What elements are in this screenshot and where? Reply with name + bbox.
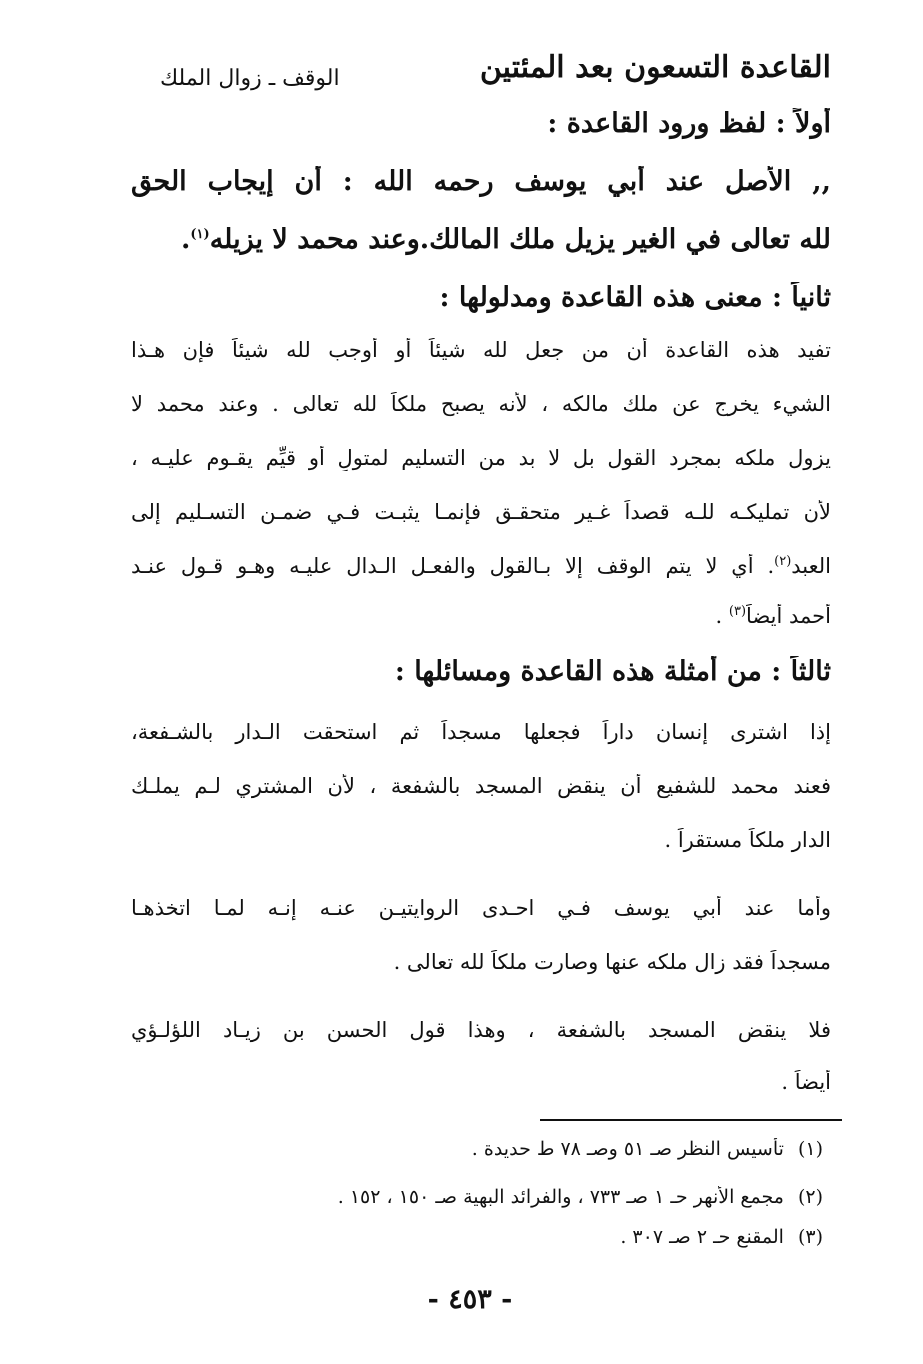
paragraph-line (131, 554, 831, 579)
footnote-text: تأسيس النظر صـ ٥١ وصـ ٧٨ ط حديدة . (471, 1138, 784, 1160)
footnote-ref: (١) (190, 227, 210, 242)
footnote-ref: (٣) (728, 604, 747, 619)
footnote-number: (١) (797, 1138, 823, 1160)
rule-statement-line: ,, الأصل عند أبي يوسف رحمه الله : أن إيجاب الحق (131, 166, 831, 197)
footnote-ref: (٢) (774, 554, 792, 569)
topic-label: الوقف ـ زوال الملك (160, 66, 340, 91)
footnote (143, 1226, 823, 1249)
footnote (143, 1138, 823, 1161)
paragraph-line: إذا اشترى إنسان داراً فجعلها مسجداً ثم استحقت الـدار بالشـفعة، (131, 720, 831, 744)
paragraph-line: تفيد هذه القاعدة أن من جعل لله شيئاً أو أوجب لله شيئاً فإن هـذا (131, 338, 831, 362)
page-number: - ٤٥٣ - (427, 1284, 513, 1315)
rule-statement-text: لله تعالى في الغير يزيل ملك المالك.وعند محمد لا يزيله (209, 224, 831, 255)
section-heading-examples: ثالثاً : من أمثلة هذه القاعدة ومسائلها : (394, 656, 831, 687)
rule-statement-line (131, 224, 831, 256)
period: . (753, 554, 775, 578)
footnote (143, 1186, 823, 1209)
paragraph-line: أيضاً . (781, 1070, 831, 1094)
paragraph-text: . (715, 604, 729, 628)
paragraph-line: يزول ملكه بمجرد القول بل لا بد من التسليم لمتولٍ أو قيِّم يقـوم عليـه ، (131, 446, 831, 470)
footnote-divider (540, 1119, 842, 1121)
paragraph-line: لأن تمليكـه للـه قصداً غـير متحقـق فإنمـا يثبـت فـي ضمـن التسـليم إلى (131, 500, 831, 524)
paragraph-text: أحمد أيضاً (746, 604, 831, 628)
paragraph-line: مسجداً فقد زال ملكه عنها وصارت ملكاً لله تعالى . (393, 950, 831, 974)
section-heading-wording: أولاً : لفظ ورود القاعدة : (547, 108, 831, 139)
paragraph-line (131, 604, 831, 629)
paragraph-line: فلا ينقض المسجد بالشفعة ، وهذا قول الحسن بن زيـاد اللؤلـؤي (131, 1018, 831, 1042)
paragraph-line: الدار ملكاً مستقراً . (664, 828, 831, 852)
paragraph-text: العبد (791, 554, 831, 578)
rule-title: القاعدة التسعون بعد المئتين (479, 50, 831, 85)
footnote-text: مجمع الأنهر حـ ١ صـ ٧٣٣ ، والفرائد البهية صـ ١٥٠ ، ١٥٢ . (337, 1186, 784, 1208)
footnote-number: (٢) (797, 1186, 823, 1208)
section-heading-meaning: ثانياً : معنى هذه القاعدة ومدلولها : (439, 282, 831, 313)
footnote-text: المقنع حـ ٢ صـ ٣٠٧ . (620, 1226, 784, 1248)
paragraph-text: أي لا يتم الوقف إلا بـالقول والفعـل الـدال عليـه وهـو قـول عنـد (131, 554, 754, 578)
paragraph-line: فعند محمد للشفيع أن ينقض المسجد بالشفعة ، لأن المشتري لـم يملـك (131, 774, 831, 798)
period: . (180, 224, 191, 255)
paragraph-line: وأما عند أبي يوسف فـي احـدى الروايتيـن عنـه إنـه لمـا اتخذهـا (131, 896, 831, 920)
paragraph-line: الشيء يخرج عن ملك مالكه ، لأنه يصبح ملكاً لله تعالى . وعند محمد لا (131, 392, 831, 416)
footnote-number: (٣) (797, 1226, 823, 1248)
